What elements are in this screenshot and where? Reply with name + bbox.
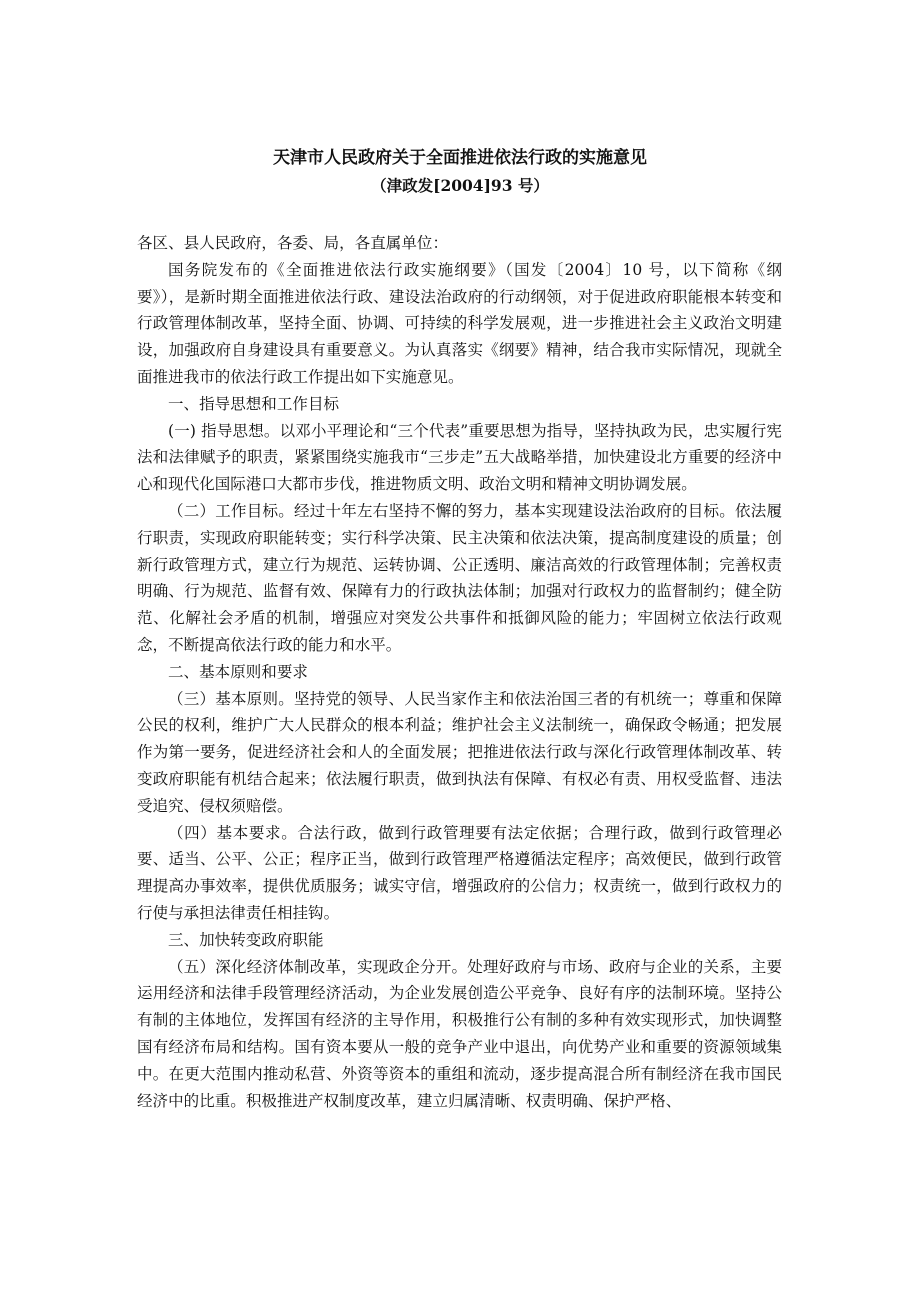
body-paragraph: （四）基本要求。合法行政，做到行政管理要有法定依据；合理行政，做到行政管理必要、适当、公平、公正；程序正当，做到行政管理严格遵循法定程序；高效便民，做到行政管理提高办事效率，提供优质服务；诚实守信，增强政府的公信力；权责统一，做到行政权力的行使与承担法律责任相挂钩。: [137, 823, 782, 922]
section-heading: 二、基本原则和要求: [168, 662, 308, 681]
section-heading: 三、加快转变政府职能: [168, 930, 324, 949]
body-paragraph: （三）基本原则。坚持党的领导、人民当家作主和依法治国三者的有机统一；尊重和保障公民的权利，维护广大人民群众的根本利益；维护社会主义法制统一，确保政令畅通；把发展作为第一要务，促进经济社会和人的全面发展；把推进依法行政与深化行政管理体制改革、转变政府职能有机结合起来；依法履行职责，做到执法有保障、有权必有责、用权受监督、违法受追究、侵权须赔偿。: [137, 689, 782, 815]
section-heading: 一、指导思想和工作目标: [168, 394, 340, 413]
intro-paragraph: 国务院发布的《全面推进依法行政实施纲要》（国发〔2004〕10 号，以下简称《纲要》），是新时期全面推进依法行政、建设法治政府的行动纲领，对于促进政府职能根本转变和行政管理体制改革，坚持全面、协调、可持续的科学发展观，进一步推进社会主义政治文明建设，加强政府自身建设具有重要意义。为认真落实《纲要》精神，结合我市实际情况，现就全面推进我市的依法行政工作提出如下实施意见。: [137, 260, 782, 386]
body-paragraph: （五）深化经济体制改革，实现政企分开。处理好政府与市场、政府与企业的关系，主要运用经济和法律手段管理经济活动，为企业发展创造公平竞争、良好有序的法制环境。坚持公有制的主体地位，发挥国有经济的主导作用，积极推行公有制的多种有效实现形式，加快调整国有经济布局和结构。国有资本要从一般的竞争产业中退出，向优势产业和重要的资源领域集中。在更大范围内推动私营、外资等资本的重组和流动，逐步提高混合所有制经济在我市国民经济中的比重。积极推进产权制度改革，建立归属清晰、权责明确、保护严格、: [137, 957, 782, 1110]
body-paragraph: (一) 指导思想。以邓小平理论和“三个代表”重要思想为指导，坚持执政为民，忠实履行宪法和法律赋予的职责，紧紧围绕实施我市“三步走”五大战略举措，加快建设北方重要的经济中心和现代化国际港口大都市步伐，推进物质文明、政治文明和精神文明协调发展。: [137, 421, 782, 494]
document-body: [137, 230, 782, 1114]
document-title: 天津市人民政府关于全面推进依法行政的实施意见: [273, 148, 647, 168]
body-paragraph: （二）工作目标。经过十年左右坚持不懈的努力，基本实现建设法治政府的目标。依法履行职责，实现政府职能转变；实行科学决策、民主决策和依法决策，提高制度建设的质量；创新行政管理方式，建立行为规范、运转协调、公正透明、廉洁高效的行政管理体制；完善权责明确、行为规范、监督有效、保障有力的行政执法体制；加强对行政权力的监督制约；健全防范、化解社会矛盾的机制，增强应对突发公共事件和抵御风险的能力；牢固树立依法行政观念，不断提高依法行政的能力和水平。: [137, 501, 782, 654]
document-number: （津政发[2004]93 号）: [371, 176, 549, 195]
salutation: 各区、县人民政府，各委、局，各直属单位：: [137, 234, 449, 252]
